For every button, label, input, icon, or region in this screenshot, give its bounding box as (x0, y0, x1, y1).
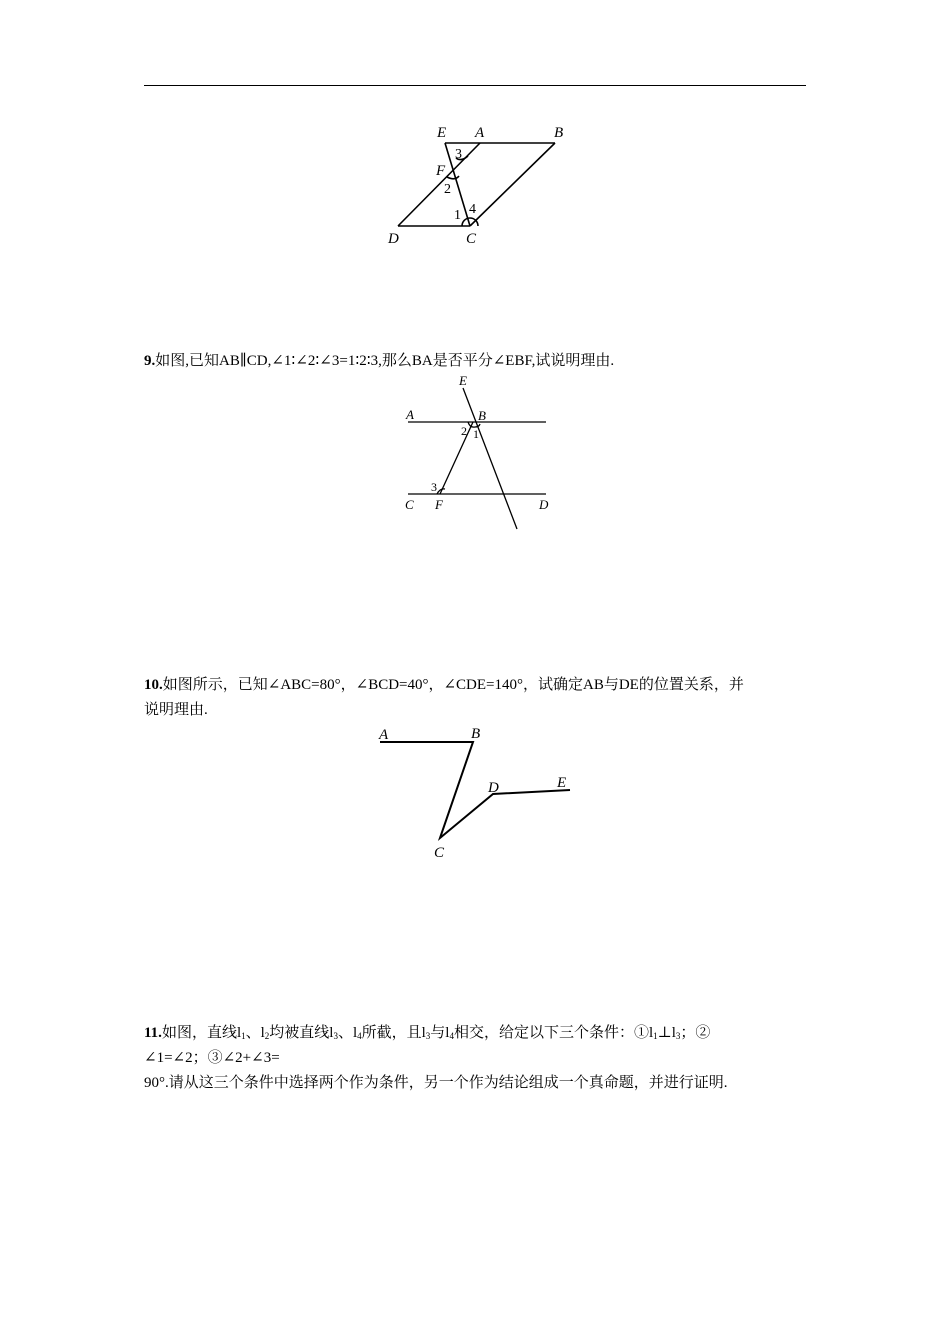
text-part: 所截，且l (361, 1025, 426, 1041)
label-angle-3: 3 (431, 480, 437, 494)
figure-parallelogram-svg (380, 118, 580, 253)
label-c: C (405, 497, 414, 512)
label-d: D (388, 231, 399, 247)
text-part: ⊥l (657, 1025, 676, 1041)
subscript: 2 (264, 1031, 270, 1041)
question-text: 如图,已知AB∥CD,∠1∶∠2∶∠3=1∶2∶3,那么BA是否平分∠EBF,试说明理由. (155, 353, 615, 369)
polyline-abcde (380, 742, 570, 838)
label-e: E (437, 125, 447, 141)
label-angle-2: 2 (461, 424, 467, 438)
question-11 (144, 1021, 806, 1096)
text-part: 如图，直线l (161, 1025, 242, 1041)
angle-arc-2 (447, 176, 459, 179)
segment-da (398, 143, 480, 226)
figure-q10 (370, 718, 590, 863)
label-angle-4: 4 (469, 202, 476, 217)
question-line-3: 90°.请从这三个条件中选择两个作为条件，另一个作为结论组成一个真命题，并进行证明. (144, 1075, 728, 1091)
question-line-2: 说明理由. (144, 702, 208, 718)
segment-bc (470, 143, 555, 226)
subscript: 3 (675, 1031, 681, 1041)
label-d: D (488, 780, 499, 796)
figure-parallelogram (380, 118, 580, 253)
question-line-2: ∠1=∠2；③∠2+∠3= (144, 1050, 280, 1066)
subscript: 1 (241, 1031, 246, 1041)
label-c: C (434, 845, 445, 861)
question-number: 9. (144, 353, 156, 369)
label-d: D (539, 497, 549, 512)
text-part: 与l (430, 1025, 450, 1041)
label-a: A (475, 125, 485, 141)
question-10 (144, 673, 806, 723)
label-angle-1: 1 (473, 427, 479, 441)
line-eb (463, 388, 517, 529)
label-b: B (554, 125, 564, 141)
text-part: 均被直线l (269, 1025, 334, 1041)
label-b: B (478, 408, 486, 423)
subscript: 4 (449, 1031, 454, 1041)
question-number: 10. (144, 677, 163, 693)
subscript: 4 (357, 1031, 362, 1041)
label-angle-1: 1 (454, 208, 461, 223)
text-part: 、l (337, 1025, 358, 1041)
text-part: 相交，给定以下三个条件：①l (453, 1025, 654, 1041)
figure-q10-svg (370, 718, 590, 863)
figure-q9-svg (400, 372, 560, 532)
label-f: F (435, 497, 443, 512)
label-c: C (466, 231, 477, 247)
question-number: 11. (144, 1025, 162, 1041)
question-line-1 (144, 673, 806, 698)
subscript: 1 (653, 1031, 658, 1041)
figure-q9 (400, 372, 560, 532)
header-rule (144, 85, 806, 86)
label-a: A (379, 727, 389, 743)
label-angle-2: 2 (444, 182, 451, 197)
subscript: 3 (425, 1031, 431, 1041)
label-a: A (406, 407, 414, 422)
label-e: E (459, 373, 467, 388)
label-b: B (471, 726, 481, 742)
label-e: E (557, 775, 567, 791)
question-text-1: 如图所示，已知∠ABC=80°，∠BCD=40°，∠CDE=140°，试确定AB与DE的位置关系，并 (162, 677, 744, 693)
label-angle-3: 3 (455, 147, 462, 162)
text-part: 、l (245, 1025, 265, 1041)
question-line-1 (144, 1021, 806, 1046)
question-9 (144, 349, 806, 374)
label-f: F (436, 163, 446, 179)
text-part: ；② (680, 1025, 711, 1041)
segment-bf (440, 422, 473, 494)
subscript: 3 (333, 1031, 338, 1041)
